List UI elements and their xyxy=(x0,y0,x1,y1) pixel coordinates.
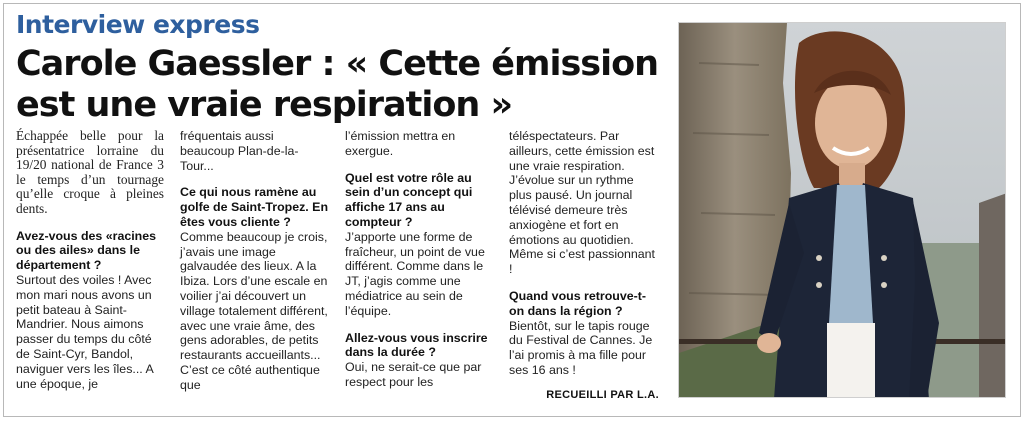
question-1: Avez-vous des «racines ou des ailes» dans le département ? xyxy=(16,228,157,273)
answer-4-continued: téléspectateurs. Par ailleurs, cette émission est une vraie respiration. J’évolue sur un rythme plus pausé. Un journal télévisé demeure très anxiogène et fort en émotions au quotidien. Même si c’est passionnant ! xyxy=(509,129,656,277)
answer-1: Surtout des voiles ! Avec mon mari nous avons un petit bateau à Saint-Mandrier. Nous aimons passer du temps du côté de Saint-Cyr, Bandol, naviguer vers les îles... A une époque, je xyxy=(16,272,154,391)
article-column-1 xyxy=(16,129,164,391)
question-4: Allez-vous vous inscrire dans la durée ? xyxy=(345,330,488,360)
answer-3: J’apporte une forme de fraîcheur, un point de vue différent. Comme dans le JT, j’agis comme une médiatrice au sein de l’équipe. xyxy=(345,229,485,318)
article-headline: Carole Gaessler : « Cette émission est une vraie respiration » xyxy=(16,44,659,125)
answer-2: Comme beaucoup je crois, j’avais une image galvaudée des lieux. A la Ibiza. Lors d’une escale en voilier j’ai découvert un village totalement différent, avec une vraie âme, des gens adorables, de petits restaurants accueillants... C’est ce côté authentique que xyxy=(180,229,328,392)
article-column-4 xyxy=(509,129,659,378)
article-signature: RECUEILLI PAR L.A. xyxy=(546,389,659,401)
article-lead: Échappée belle pour la présentatrice lorraine du 19/20 national de France 3 le temps d’un tournage qu’elle croque à pleines dents. xyxy=(16,128,164,216)
portrait-illustration xyxy=(679,23,1006,398)
article-column-2 xyxy=(180,129,330,393)
answer-1-continued: fréquentais aussi beaucoup Plan-de-la-Tour... xyxy=(180,129,299,173)
article-column-3 xyxy=(345,129,495,390)
question-3: Quel est votre rôle au sein d’un concept qui affiche 17 ans au compteur ? xyxy=(345,170,473,229)
question-5: Quand vous retrouve-t-on dans la région ? xyxy=(509,288,646,318)
answer-2-continued: l’émission mettra en exergue. xyxy=(345,129,456,158)
answer-5: Bientôt, sur le tapis rouge du Festival de Cannes. Je l’ai promis à ma fille pour ses 16 ans ! xyxy=(509,318,653,377)
portrait-photo xyxy=(678,22,1006,398)
article-frame xyxy=(3,3,1021,417)
question-2: Ce qui nous ramène au golfe de Saint-Tropez. En êtes vous cliente ? xyxy=(180,185,329,229)
section-kicker: Interview express xyxy=(16,10,260,39)
answer-4: Oui, ne serait-ce que par respect pour les xyxy=(345,360,482,389)
